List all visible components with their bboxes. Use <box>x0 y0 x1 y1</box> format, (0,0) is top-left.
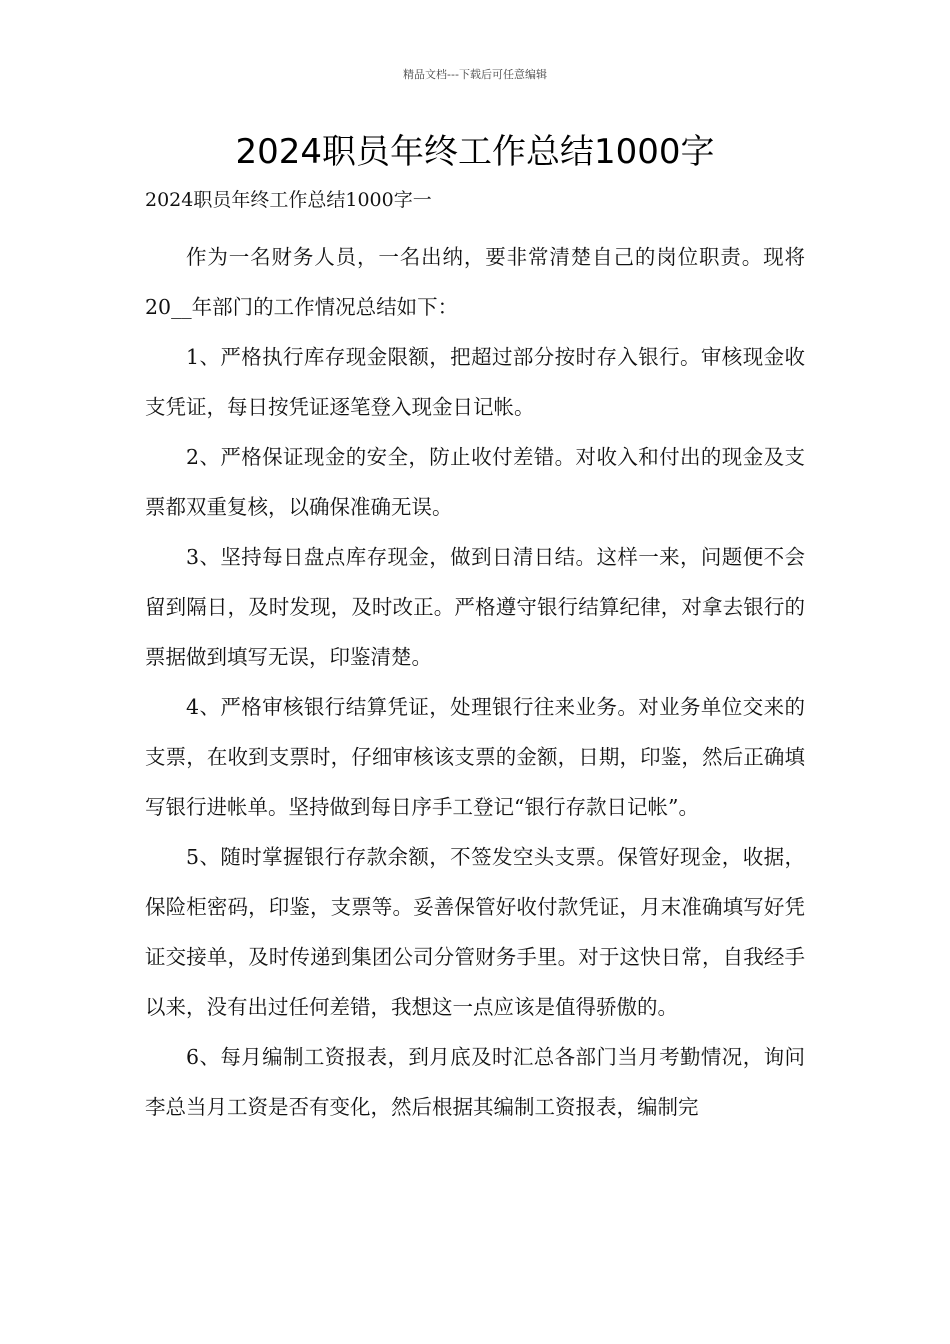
paragraph: 4、严格审核银行结算凭证，处理银行往来业务。对业务单位交来的支票，在收到支票时，仔细审核该支票的金额，日期，印鉴，然后正确填写银行进帐单。坚持做到每日序手工登记“银行存款日记帐”。 <box>145 695 805 819</box>
paragraph: 1、严格执行库存现金限额，把超过部分按时存入银行。审核现金收支凭证，每日按凭证逐笔登入现金日记帐。 <box>145 345 805 419</box>
section-heading: 2024职员年终工作总结1000字一 <box>145 189 432 211</box>
document-body <box>145 182 805 1132</box>
header-note: 精品文档---下载后可任意编辑 <box>403 68 547 81</box>
paragraph: 3、坚持每日盘点库存现金，做到日清日结。这样一来，问题便不会留到隔日，及时发现，及时改正。严格遵守银行结算纪律，对拿去银行的票据做到填写无误，印鉴清楚。 <box>145 545 805 669</box>
paragraph: 5、随时掌握银行存款余额，不签发空头支票。保管好现金，收据，保险柜密码，印鉴，支票等。妥善保管好收付款凭证，月末准确填写好凭证交接单，及时传递到集团公司分管财务手里。对于这快日常，自我经手以来，没有出过任何差错，我想这一点应该是值得骄傲的。 <box>145 845 805 1019</box>
document-title: 2024职员年终工作总结1000字 <box>235 132 715 172</box>
paragraph: 作为一名财务人员，一名出纳，要非常清楚自己的岗位职责。现将20__年部门的工作情况总结如下： <box>145 245 805 319</box>
paragraph: 6、每月编制工资报表，到月底及时汇总各部门当月考勤情况，询问李总当月工资是否有变化，然后根据其编制工资报表，编制完 <box>145 1045 805 1119</box>
paragraph: 2、严格保证现金的安全，防止收付差错。对收入和付出的现金及支票都双重复核，以确保准确无误。 <box>145 445 805 519</box>
